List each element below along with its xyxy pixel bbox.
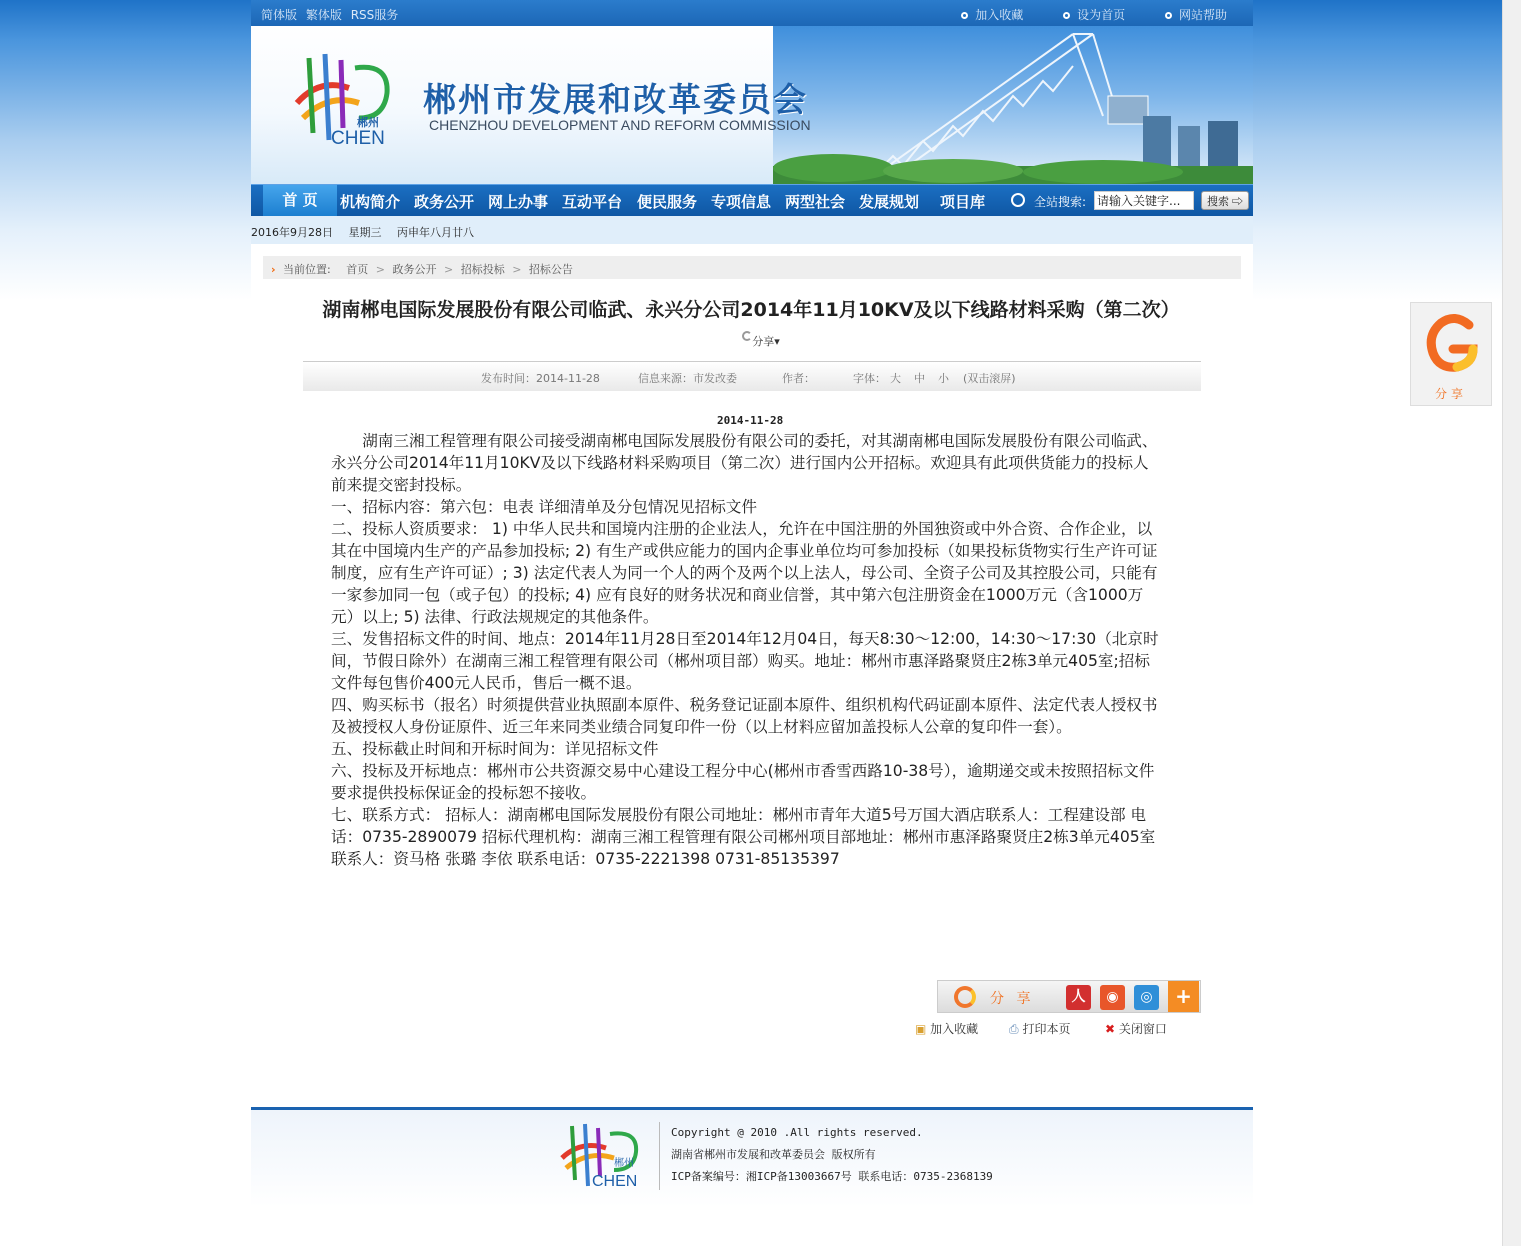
close-window-tool[interactable]	[1105, 1020, 1167, 1037]
logo-cn-text: 郴州	[357, 116, 379, 129]
arrow-right-icon: ⇨	[1232, 195, 1244, 208]
printer-icon: ⎙	[1009, 1022, 1019, 1036]
caret-down-icon: ▾	[774, 335, 780, 348]
site-banner	[251, 26, 1253, 184]
traditional-link[interactable]: 繁体版	[305, 8, 342, 22]
share-bar	[937, 980, 1201, 1013]
search-button-label: 搜索	[1206, 195, 1229, 208]
article-paragraph: 七、联系方式： 招标人：湖南郴电国际发展股份有限公司地址：郴州市青年大道5号万国大酒店联系人：工程建设部 电话：0735-2890079 招标代理机构：湖南三湘工程管理有限公司郴州项目部地址：郴州市惠泽路聚贤庄2栋3单元405室联系人：资马格 张璐 李依 联系电话：0735-2221398 0731-85135397	[331, 806, 1156, 868]
bullet-icon	[961, 12, 968, 19]
article-date: 2014-11-28	[717, 414, 784, 427]
breadcrumb-gov-affairs[interactable]: 政务公开	[392, 263, 437, 276]
site-subtitle: CHENZHOU DEVELOPMENT AND REFORM COMMISSION	[429, 117, 811, 133]
nav-item-planning[interactable]: 发展规划	[859, 193, 920, 211]
language-links	[261, 6, 403, 23]
arrow-icon: ›	[271, 263, 276, 276]
search-label: 全站搜索:	[1034, 195, 1087, 209]
nav-item-projects[interactable]: 项目库	[940, 193, 986, 211]
article-title-block	[311, 296, 1191, 356]
icp-line: ICP备案编号：湘ICP备13003667号 联系电话：0735-2368139	[671, 1170, 993, 1183]
print-page-tool[interactable]	[1009, 1020, 1070, 1037]
main-content	[251, 244, 1253, 1124]
simplified-link[interactable]: 简体版	[261, 8, 298, 22]
info-source: 信息来源：市发改委	[638, 372, 737, 385]
share-logo-icon	[954, 986, 976, 1008]
nav-item-two-oriented[interactable]: 两型社会	[785, 193, 846, 211]
article-paragraph: 一、招标内容：第六包：电表 详细清单及分包情况见招标文件	[331, 498, 757, 516]
breadcrumb	[263, 256, 1241, 279]
search-input[interactable]	[1094, 191, 1194, 210]
folder-icon: ▣	[915, 1022, 927, 1036]
share-bar-label[interactable]: 分 享	[990, 991, 1035, 1007]
footer-logo	[556, 1120, 646, 1190]
site-footer	[251, 1107, 1253, 1207]
rights-line: 湖南省郴州市发展和改革委员会 版权所有	[671, 1148, 876, 1161]
close-window-label: 关闭窗口	[1118, 1022, 1167, 1036]
nav-item-public-services[interactable]: 便民服务	[637, 193, 698, 211]
page-wrapper	[251, 0, 1253, 1124]
site-logo[interactable]	[289, 48, 399, 148]
top-bar	[251, 0, 1253, 26]
font-size-label: 字体：	[853, 372, 886, 385]
crane-skyline-image	[773, 26, 1253, 184]
current-date: 2016年9月28日	[251, 226, 333, 239]
tencent-share-icon[interactable]: ◎	[1134, 985, 1159, 1010]
article-paragraph: 四、购买标书（报名）时须提供营业执照副本原件、税务登记证副本原件、组织机构代码证副本原件、法定代表人授权书及被授权人身份证原件、近三年来同类业绩合同复印件一份（以上材料应留加盖投标人公章的复印件一套）。	[331, 696, 1158, 736]
search-button[interactable]	[1201, 191, 1249, 210]
author: 作者：	[782, 372, 815, 385]
main-nav	[251, 184, 1253, 216]
nav-item-gov-affairs[interactable]: 政务公开	[414, 193, 475, 211]
footer-logo-en: CHEN	[592, 1173, 638, 1190]
article-paragraph: 五、投标截止时间和开标时间为：详见招标文件	[331, 740, 659, 758]
more-share-button[interactable]: +	[1168, 981, 1199, 1012]
article-paragraph: 三、发售招标文件的时间、地点：2014年11月28日至2014年12月04日，每天8:30～12:00，14:30～17:30（北京时间，节假日除外）在湖南三湘工程管理有限公司（郴州项目部）购买。地址：郴州市惠泽路聚贤庄2栋3单元405室;招标文件每包售价400元人民币，售后一概不退。	[331, 630, 1159, 692]
breadcrumb-bidding[interactable]: 招标投标	[460, 263, 505, 276]
font-small-button[interactable]: 小	[938, 372, 949, 385]
set-homepage-link[interactable]: 设为首页	[1063, 8, 1125, 22]
logo-en-text: CHEN	[331, 128, 385, 149]
chen-logo-icon	[556, 1120, 646, 1190]
font-medium-button[interactable]: 中	[914, 372, 925, 385]
publish-time: 发布时间：2014-11-28	[481, 372, 600, 385]
breadcrumb-announcement[interactable]: 招标公告	[528, 263, 573, 276]
chevron-right-icon: >	[375, 263, 385, 276]
weibo-share-icon[interactable]: ◉	[1100, 985, 1125, 1010]
scroll-hint: (双击滚屏)	[963, 372, 1016, 385]
article-title: 湖南郴电国际发展股份有限公司临武、永兴分公司2014年11月10KV及以下线路材料采购（第二次）	[322, 299, 1180, 321]
nav-item-about[interactable]: 机构简介	[340, 193, 401, 211]
copyright-line: Copyright @ 2010 .All rights reserved.	[671, 1126, 923, 1139]
floating-share-widget[interactable]	[1410, 302, 1492, 406]
lunar-date: 丙申年八月廿八	[397, 226, 474, 239]
date-line	[251, 216, 1253, 244]
footer-text	[671, 1122, 993, 1188]
nav-item-interaction[interactable]: 互动平台	[562, 193, 623, 211]
site-title: 郴州市发展和改革委员会	[423, 80, 808, 119]
search-icon	[1011, 193, 1025, 207]
bullet-icon	[1063, 12, 1070, 19]
add-favorite-label: 加入收藏	[930, 1022, 979, 1036]
nav-item-online-services[interactable]: 网上办事	[488, 193, 549, 211]
share-dropdown[interactable]	[742, 335, 780, 348]
share-logo-icon	[1425, 311, 1479, 373]
rss-link[interactable]: RSS服务	[350, 8, 399, 22]
article-paragraph: 二、投标人资质要求： 1) 中华人民共和国境内注册的企业法人，允许在中国注册的外国独资或中外合资、合作企业，以其在中国境内生产的产品参加投标; 2) 有生产或供应能力的国内企事业单位均可参加投标（如果投标货物实行生产许可证制度，应有生产许可证）; 3) 法定代表人为同一个人的两个及两个以上法人，母公司、全资子公司及其控股公司，只能有一家参加同一包（或子包）的投标; 4) 应有良好的财务状况和商业信誉，其中第六包注册资金在1000万元（含1000万元）以上; 5) 法律、行政法规规定的其他条件。	[331, 520, 1158, 626]
nav-item-special-info[interactable]: 专项信息	[711, 193, 772, 211]
chevron-right-icon: >	[443, 263, 454, 276]
share-small-label: 分享	[752, 335, 775, 348]
breadcrumb-home[interactable]: 首页	[346, 263, 369, 276]
footer-divider	[659, 1122, 660, 1190]
article-paragraph: 湖南三湘工程管理有限公司接受湖南郴电国际发展股份有限公司的委托，对其湖南郴电国际发展股份有限公司临武、永兴分公司2014年11月10KV及以下线路材料采购项目（第二次）进行国内公开招标。欢迎具有此项供货能力的投标人前来提交密封投标。	[331, 432, 1158, 494]
top-links	[925, 6, 1227, 23]
share-icon	[742, 331, 752, 341]
close-icon: ✖	[1105, 1022, 1116, 1036]
footer-logo-cn: 郴州	[614, 1158, 634, 1169]
chevron-right-icon: >	[512, 263, 522, 276]
site-help-link[interactable]: 网站帮助	[1165, 8, 1227, 22]
breadcrumb-label: 当前位置:	[283, 263, 331, 276]
print-page-label: 打印本页	[1022, 1022, 1071, 1036]
article-body	[331, 430, 1161, 870]
renren-share-icon[interactable]: 人	[1066, 985, 1091, 1010]
nav-item-home[interactable]: 首 页	[263, 185, 337, 216]
font-large-button[interactable]: 大	[890, 372, 901, 385]
vertical-scrollbar[interactable]	[1502, 0, 1521, 1246]
article-meta	[303, 361, 1201, 391]
add-favorite-tool[interactable]	[915, 1020, 978, 1037]
bullet-icon	[1165, 12, 1172, 19]
article-paragraph: 六、投标及开标地点：郴州市公共资源交易中心建设工程分中心(郴州市香雪西路10-38号），逾期递交或未按照招标文件要求提供投标保证金的投标恕不接收。	[331, 762, 1155, 802]
weekday: 星期三	[348, 226, 382, 239]
add-favorite-link[interactable]: 加入收藏	[961, 8, 1023, 22]
floating-share-label: 分享	[1434, 387, 1467, 401]
